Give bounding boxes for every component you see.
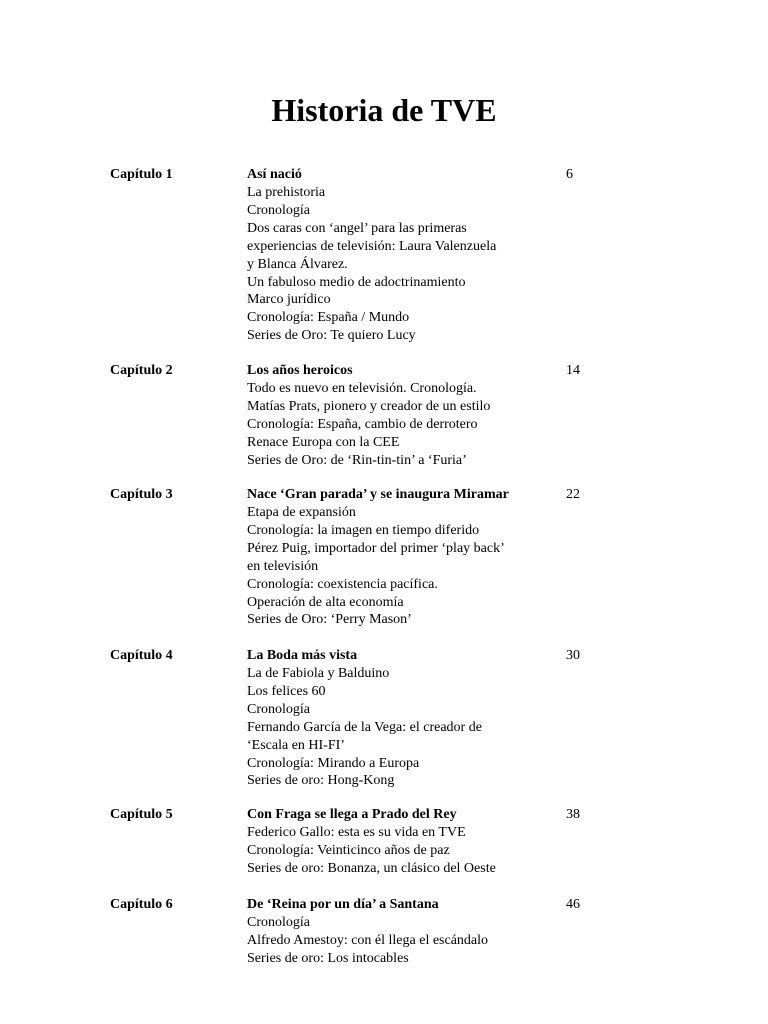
chapter-item: Alfredo Amestoy: con él llega el escándalo (247, 932, 489, 948)
chapter-item: Todo es nuevo en televisión. Cronología. (247, 381, 477, 396)
chapter-item: Cronología (247, 701, 310, 717)
chapter-item: Cronología: España, cambio de derrotero (247, 416, 478, 432)
chapter-item: Dos caras con ‘angel’ para las primeras (247, 220, 467, 236)
chapter-item: en televisión (247, 558, 319, 574)
chapter-item: Renace Europa con la CEE (247, 434, 400, 450)
chapter-item: Cronología: la imagen en tiempo diferido (247, 522, 480, 538)
chapter-title: Nace ‘Gran parada’ y se inaugura Miramar (247, 487, 509, 502)
chapter-item: experiencias de televisión: Laura Valenzuela (247, 238, 497, 254)
chapter-contents (247, 166, 547, 345)
chapter-item: ‘Escala en HI-FI’ (247, 737, 345, 753)
chapter-title: Así nació (247, 167, 302, 182)
chapter-page-number: 14 (566, 363, 580, 378)
chapter-title: De ‘Reina por un día’ a Santana (247, 897, 439, 912)
chapter-item: La de Fabiola y Balduino (247, 666, 390, 681)
chapter-item: Cronología (247, 915, 310, 930)
chapter-label: Capítulo 4 (110, 648, 173, 663)
chapter-item: Series de oro: Bonanza, un clásico del Oeste (247, 860, 496, 876)
chapter-title: Con Fraga se llega a Prado del Rey (247, 807, 457, 822)
chapter-item: Los felices 60 (247, 683, 326, 699)
chapter-page-number: 6 (566, 167, 573, 182)
chapter-item: Series de oro: Hong-Kong (247, 773, 395, 789)
chapter-item: Etapa de expansión (247, 505, 356, 520)
chapter-label: Capítulo 1 (110, 167, 173, 182)
chapter-page-number: 46 (566, 897, 580, 912)
document-title: Historia de TVE (271, 92, 497, 128)
chapter-page-number: 22 (566, 487, 580, 502)
chapter-item: Series de Oro: de ‘Rin-tin-tin’ a ‘Furia’ (247, 452, 467, 468)
chapter-contents (247, 362, 547, 470)
chapter-title: La Boda más vista (247, 648, 358, 663)
chapter-contents (247, 806, 547, 878)
chapter-contents (247, 896, 547, 968)
chapter-item: Matías Prats, pionero y creador de un estilo (247, 398, 491, 414)
chapter-item: Un fabuloso medio de adoctrinamiento (247, 274, 466, 290)
chapter-label: Capítulo 3 (110, 487, 173, 502)
chapter-title: Los años heroicos (247, 363, 353, 378)
chapter-item: La prehistoria (247, 185, 326, 200)
chapter-item: Federico Gallo: esta es su vida en TVE (247, 825, 466, 840)
chapter-page-number: 30 (566, 648, 580, 663)
chapter-label: Capítulo 6 (110, 897, 173, 912)
chapter-item: Cronología: coexistencia pacífica. (247, 576, 438, 592)
chapter-item: Series de Oro: Te quiero Lucy (247, 328, 416, 344)
chapter-item: Pérez Puig, importador del primer ‘play back’ (247, 540, 505, 556)
chapter-item: Cronología (247, 202, 310, 218)
chapter-item: Series de oro: Los intocables (247, 950, 409, 966)
chapter-contents (247, 647, 547, 790)
chapter-item: Cronología: España / Mundo (247, 310, 410, 326)
chapter-label: Capítulo 2 (110, 363, 173, 378)
chapter-item: Operación de alta economía (247, 594, 404, 610)
chapter-label: Capítulo 5 (110, 807, 173, 822)
chapter-item: Fernando García de la Vega: el creador de (247, 719, 482, 735)
chapter-item: Series de Oro: ‘Perry Mason’ (247, 612, 412, 628)
chapter-item: y Blanca Álvarez. (247, 256, 348, 272)
chapter-item: Cronología: Veinticinco años de paz (247, 842, 450, 858)
chapter-item: Marco jurídico (247, 292, 331, 308)
chapter-contents (247, 486, 547, 629)
chapter-item: Cronología: Mirando a Europa (247, 755, 420, 771)
chapter-page-number: 38 (566, 807, 580, 822)
